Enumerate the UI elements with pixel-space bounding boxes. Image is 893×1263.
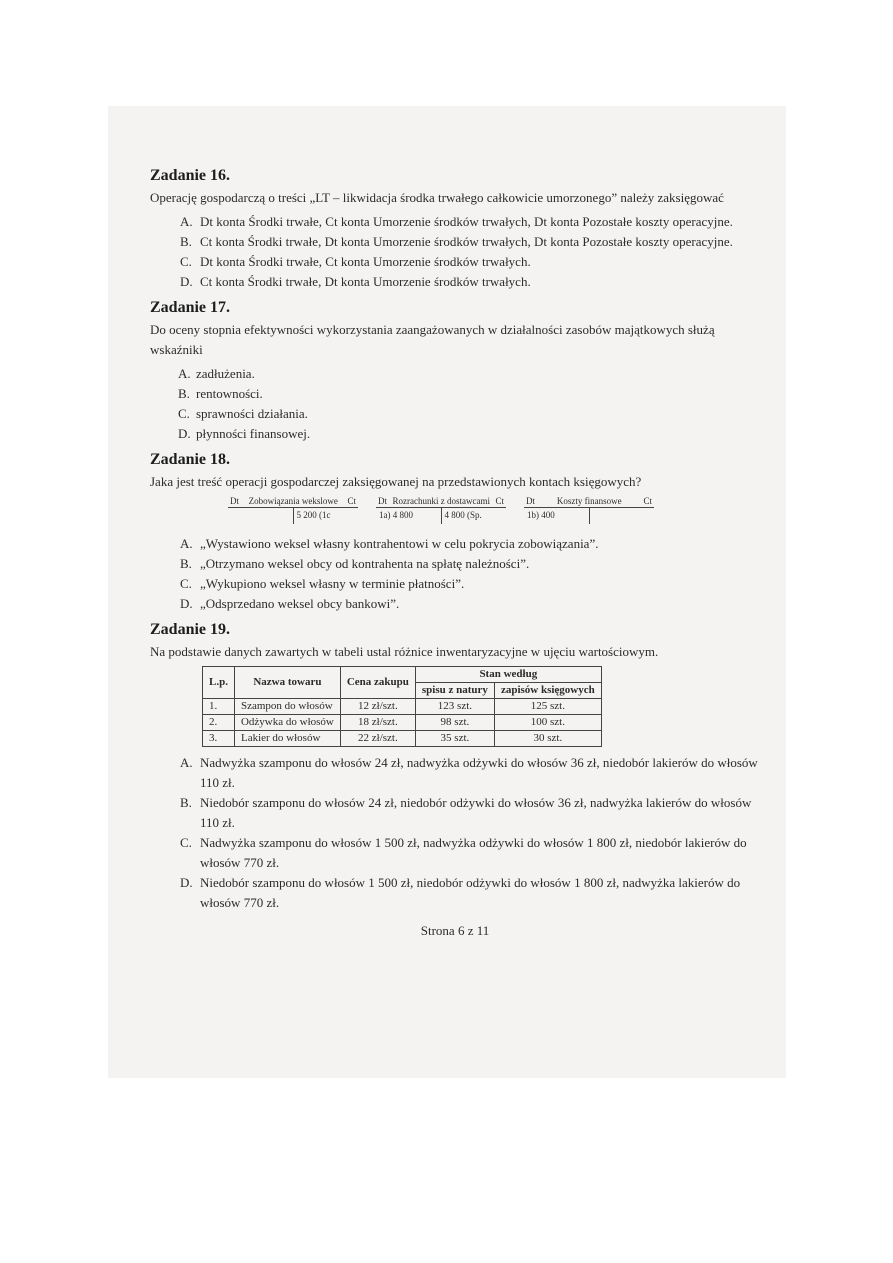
debit-label: Dt: [378, 496, 387, 506]
answer-option: [150, 424, 760, 444]
credit-label: Ct: [643, 496, 652, 506]
answer-option: [150, 272, 760, 292]
answer-list: [150, 534, 760, 614]
cell-price: 12 zł/szt.: [340, 699, 415, 715]
cell-lp: 2.: [203, 715, 235, 731]
cell-price: 22 zł/szt.: [340, 731, 415, 747]
cell-name: Lakier do włosów: [234, 731, 340, 747]
cell-books: 100 szt.: [494, 715, 601, 731]
account-name: Zobowiązania wekslowe: [248, 496, 338, 506]
answer-text: „Wystawiono weksel własny kontrahentowi w celu pokrycia zobowiązania”.: [200, 536, 599, 551]
answer-letter: D.: [178, 426, 191, 441]
answer-letter: A.: [178, 366, 191, 381]
answer-option: [150, 833, 760, 873]
debit-entry: 1a) 4 800: [376, 508, 442, 524]
answer-text: Niedobór szamponu do włosów 1 500 zł, niedobór odżywki do włosów 1 800 zł, nadwyżka lakierów do włosów 770 zł.: [200, 875, 741, 910]
header-lp: L.p.: [203, 667, 235, 699]
cell-natural: 35 szt.: [415, 731, 494, 747]
task-title: Zadanie 16.: [150, 167, 231, 184]
debit-entry: 1b) 400: [524, 508, 590, 524]
answer-option: [150, 873, 760, 913]
debit-label: Dt: [230, 496, 239, 506]
credit-entry: 5 200 (1c: [296, 510, 331, 520]
cell-lp: 3.: [203, 731, 235, 747]
credit-label: Ct: [347, 496, 356, 506]
task-title: Zadanie 18.: [150, 451, 231, 468]
answer-option: [150, 554, 760, 574]
task-title: Zadanie 19.: [150, 621, 231, 638]
t-account: [228, 496, 358, 524]
credit-entry: 4 800 (Sp.: [444, 510, 482, 520]
answer-option: [150, 594, 760, 614]
ledger-accounts: [228, 496, 760, 524]
task-18: [150, 450, 760, 614]
table-row: [203, 731, 602, 747]
cell-natural: 123 szt.: [415, 699, 494, 715]
header-name: Nazwa towaru: [234, 667, 340, 699]
answer-letter: C.: [178, 406, 190, 421]
answer-letter: B.: [180, 234, 192, 249]
page-number: Strona 6 z 11: [420, 923, 490, 938]
answer-text: „Odsprzedano weksel obcy bankowi”.: [200, 596, 400, 611]
task-title: Zadanie 17.: [150, 299, 231, 316]
answer-letter: B.: [180, 795, 192, 810]
account-name: Rozrachunki z dostawcami: [392, 496, 490, 506]
answer-option: [150, 574, 760, 594]
answer-letter: C.: [180, 254, 192, 269]
answer-text: Nadwyżka szamponu do włosów 24 zł, nadwyżka odżywki do włosów 36 zł, niedobór lakierów do włosów 110 zł.: [200, 755, 758, 790]
answer-option: [150, 232, 760, 252]
answer-letter: B.: [178, 386, 190, 401]
task-19: [150, 620, 760, 913]
answer-text: Dt konta Środki trwałe, Ct konta Umorzenie środków trwałych, Dt konta Pozostałe koszty operacyjne.: [200, 214, 733, 229]
answer-letter: D.: [180, 875, 193, 890]
answer-letter: A.: [180, 536, 193, 551]
cell-books: 30 szt.: [494, 731, 601, 747]
t-account: [376, 496, 506, 524]
cell-price: 18 zł/szt.: [340, 715, 415, 731]
cell-books: 125 szt.: [494, 699, 601, 715]
task-question: Do oceny stopnia efektywności wykorzystania zaangażowanych w działalności zasobów majątkowych służą wskaźniki: [150, 322, 715, 357]
answer-option: [150, 212, 760, 232]
answer-text: Nadwyżka szamponu do włosów 1 500 zł, nadwyżka odżywki do włosów 1 800 zł, niedobór lakierów do włosów 770 zł.: [200, 835, 747, 870]
answer-letter: D.: [180, 596, 193, 611]
answer-letter: C.: [180, 576, 192, 591]
answer-letter: B.: [180, 556, 192, 571]
page-content: [150, 166, 760, 941]
credit-label: Ct: [495, 496, 504, 506]
answer-option: [150, 364, 760, 384]
task-17: [150, 298, 760, 444]
answer-letter: C.: [180, 835, 192, 850]
answer-text: Dt konta Środki trwałe, Ct konta Umorzenie środków trwałych.: [200, 254, 531, 269]
answer-text: Ct konta Środki trwałe, Dt konta Umorzenie środków trwałych, Dt konta Pozostałe koszty operacyjne.: [200, 234, 733, 249]
answer-text: Ct konta Środki trwałe, Dt konta Umorzenie środków trwałych.: [200, 274, 531, 289]
header-books: zapisów księgowych: [494, 683, 601, 699]
answer-option: [150, 753, 760, 793]
task-16: [150, 166, 760, 292]
answer-text: płynności finansowej.: [196, 426, 311, 441]
task-question: Operację gospodarczą o treści „LT – likwidacja środka trwałego całkowicie umorzonego” należy zaksięgować: [150, 190, 724, 205]
table-row: [203, 715, 602, 731]
answer-option: [150, 384, 760, 404]
task-question: Jaka jest treść operacji gospodarczej zaksięgowanej na przedstawionych kontach księgowych?: [150, 474, 642, 489]
cell-name: Szampon do włosów: [234, 699, 340, 715]
answer-letter: A.: [180, 755, 193, 770]
debit-entry: [228, 508, 294, 524]
account-name: Koszty finansowe: [556, 496, 622, 506]
answer-option: [150, 404, 760, 424]
t-account: [524, 496, 654, 524]
header-state: Stan według: [415, 667, 601, 683]
cell-name: Odżywka do włosów: [234, 715, 340, 731]
answer-letter: D.: [180, 274, 193, 289]
task-question: Na podstawie danych zawartych w tabeli ustal różnice inwentaryzacyjne w ujęciu wartościowym.: [150, 644, 659, 659]
table-row: [203, 699, 602, 715]
answer-text: sprawności działania.: [196, 406, 308, 421]
header-natural: spisu z natury: [415, 683, 494, 699]
answer-list: [150, 364, 760, 444]
cell-lp: 1.: [203, 699, 235, 715]
answer-option: [150, 534, 760, 554]
answer-text: zadłużenia.: [196, 366, 255, 381]
answer-text: Niedobór szamponu do włosów 24 zł, niedobór odżywki do włosów 36 zł, nadwyżka lakierów do włosów 110 zł.: [200, 795, 752, 830]
answer-text: „Otrzymano weksel obcy od kontrahenta na spłatę należności”.: [200, 556, 530, 571]
answer-list: [150, 753, 760, 913]
cell-natural: 98 szt.: [415, 715, 494, 731]
answer-text: „Wykupiono weksel własny w terminie płatności”.: [200, 576, 465, 591]
debit-label: Dt: [526, 496, 535, 506]
header-price: Cena zakupu: [340, 667, 415, 699]
answer-option: [150, 252, 760, 272]
answer-text: rentowności.: [196, 386, 263, 401]
credit-entry: [590, 508, 655, 524]
answer-option: [150, 793, 760, 833]
inventory-table: [202, 666, 602, 747]
answer-letter: A.: [180, 214, 193, 229]
answer-list: [150, 212, 760, 292]
